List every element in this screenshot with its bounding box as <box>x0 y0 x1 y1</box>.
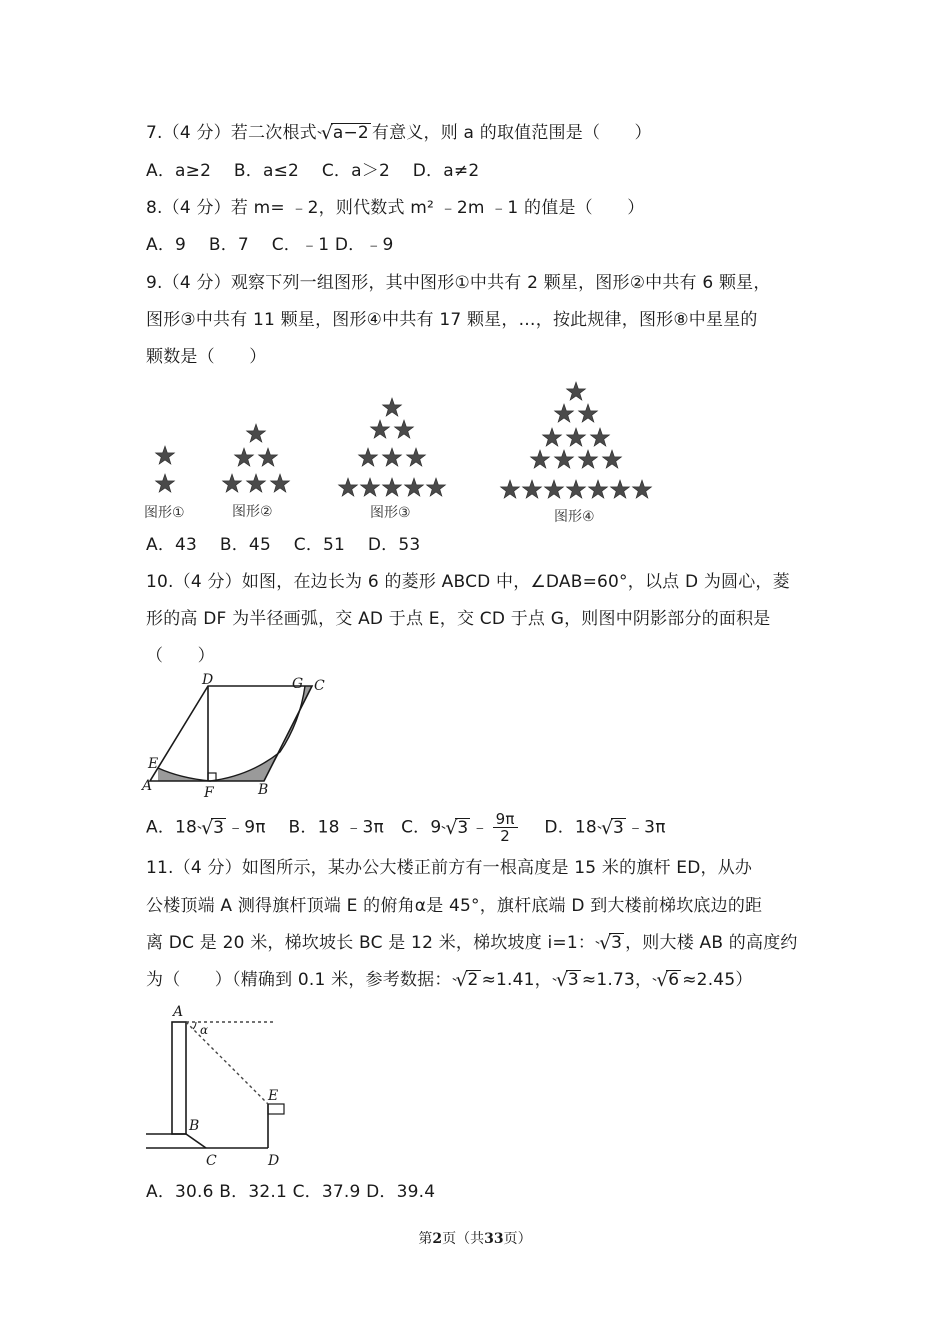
q10-line2: 形的高 DF 为半径画弧，交 AD 于点 E，交 CD 于点 G，则图中阴影部分的面积是 <box>146 609 771 629</box>
figure-1-stars <box>156 446 175 492</box>
q7-options: A．a≥2 B．a≤2 C．a＞2 D．a≠2 <box>146 161 480 181</box>
figure-label-4: 图形④ <box>554 509 595 525</box>
building-flagpole-figure <box>140 1002 290 1172</box>
q9-line3: 颗数是（ ） <box>146 347 267 367</box>
q11-line4: 为（ ）（精确到 0.1 米，参考数据： √ 2 ≈1.41， √ 3 ≈1.73， √ 6 ≈2.45） <box>146 969 753 991</box>
q9-line2: 图形③中共有 11 颗星，图形④中共有 17 颗星，…，按此规律，图形⑧中星星的 <box>146 310 758 330</box>
angle-alpha-arc <box>193 1022 196 1029</box>
point-E-label: E <box>148 756 159 772</box>
point-F-label: F <box>204 785 214 800</box>
line-of-sight-AE <box>186 1022 268 1104</box>
q11-line1: 11.（4 分）如图所示，某办公大楼正前方有一根高度是 15 米的旗杆 ED，从办 <box>146 858 753 878</box>
flag <box>268 1104 284 1114</box>
sqrt-symbol: √ a−2 <box>318 122 371 144</box>
q11-line3: 离 DC 是 20 米，梯坎坡长 BC 是 12 米，梯坎坡度 i=1： √ 3 ，则大楼 AB 的高度约 <box>146 932 798 954</box>
alpha-label: α <box>200 1023 209 1037</box>
point-D-label: D <box>268 1153 280 1169</box>
point-C-label: C <box>314 678 325 694</box>
point-C-label: C <box>206 1153 217 1169</box>
star-pattern-figure <box>136 378 676 528</box>
point-E-label: E <box>268 1088 279 1104</box>
point-A-label: A <box>173 1004 184 1020</box>
point-B-label: B <box>189 1118 200 1134</box>
q8-stem: 8.（4 分）若 m= ﹣2，则代数式 m² ﹣2m ﹣1 的值是（ ） <box>146 198 645 218</box>
q9-line1: 9.（4 分）观察下列一组图形，其中图形①中共有 2 颗星，图形②中共有 6 颗星， <box>146 273 771 293</box>
building <box>172 1022 186 1134</box>
page-footer: 第2页（共33页） <box>418 1231 532 1247</box>
q10-line3: （ ） <box>146 646 215 666</box>
shaded-region-right <box>210 752 280 781</box>
rhombus-figure <box>140 672 340 800</box>
point-D-label: D <box>202 672 214 688</box>
figure-label-3: 图形③ <box>370 505 411 521</box>
point-B-label: B <box>258 782 269 798</box>
rhombus-outline <box>150 686 312 781</box>
figure-3-stars <box>339 398 446 496</box>
arc-EG <box>158 686 305 781</box>
figure-2-stars <box>223 424 290 492</box>
q10-options: A．18 √ 3 ﹣9π B．18 ﹣3π C．9 √ 3 ﹣ $\frac{9\pi}{2}$ D．18 √ 3 ﹣3π <box>146 810 666 845</box>
fraction-9pi-over-2: $\frac{9\pi}{2}$ <box>493 811 518 844</box>
point-G-label: G <box>292 676 304 692</box>
q11-line2: 公楼顶端 A 测得旗杆顶端 E 的俯角α是 45°，旗杆底端 D 到大楼前梯坎底边的距 <box>146 896 763 916</box>
q7-stem: 7.（4 分）若二次根式 √ a−2 有意义，则 a 的取值范围是（ ） <box>146 122 652 144</box>
q8-options: A．9 B．7 C．﹣1 D．﹣9 <box>146 235 394 255</box>
shaded-region-left <box>158 768 210 781</box>
figure-4-stars <box>501 382 652 498</box>
figure-label-1: 图形① <box>144 505 185 521</box>
q11-options: A．30.6 B．32.1 C．37.9 D．39.4 <box>146 1182 436 1202</box>
point-A-label: A <box>142 778 153 794</box>
slope-BC <box>186 1134 206 1148</box>
q9-options: A．43 B．45 C．51 D．53 <box>146 535 421 555</box>
figure-label-2: 图形② <box>232 504 273 520</box>
q10-line1: 10.（4 分）如图，在边长为 6 的菱形 ABCD 中，∠DAB=60°，以点 D 为圆心，菱 <box>146 572 790 592</box>
